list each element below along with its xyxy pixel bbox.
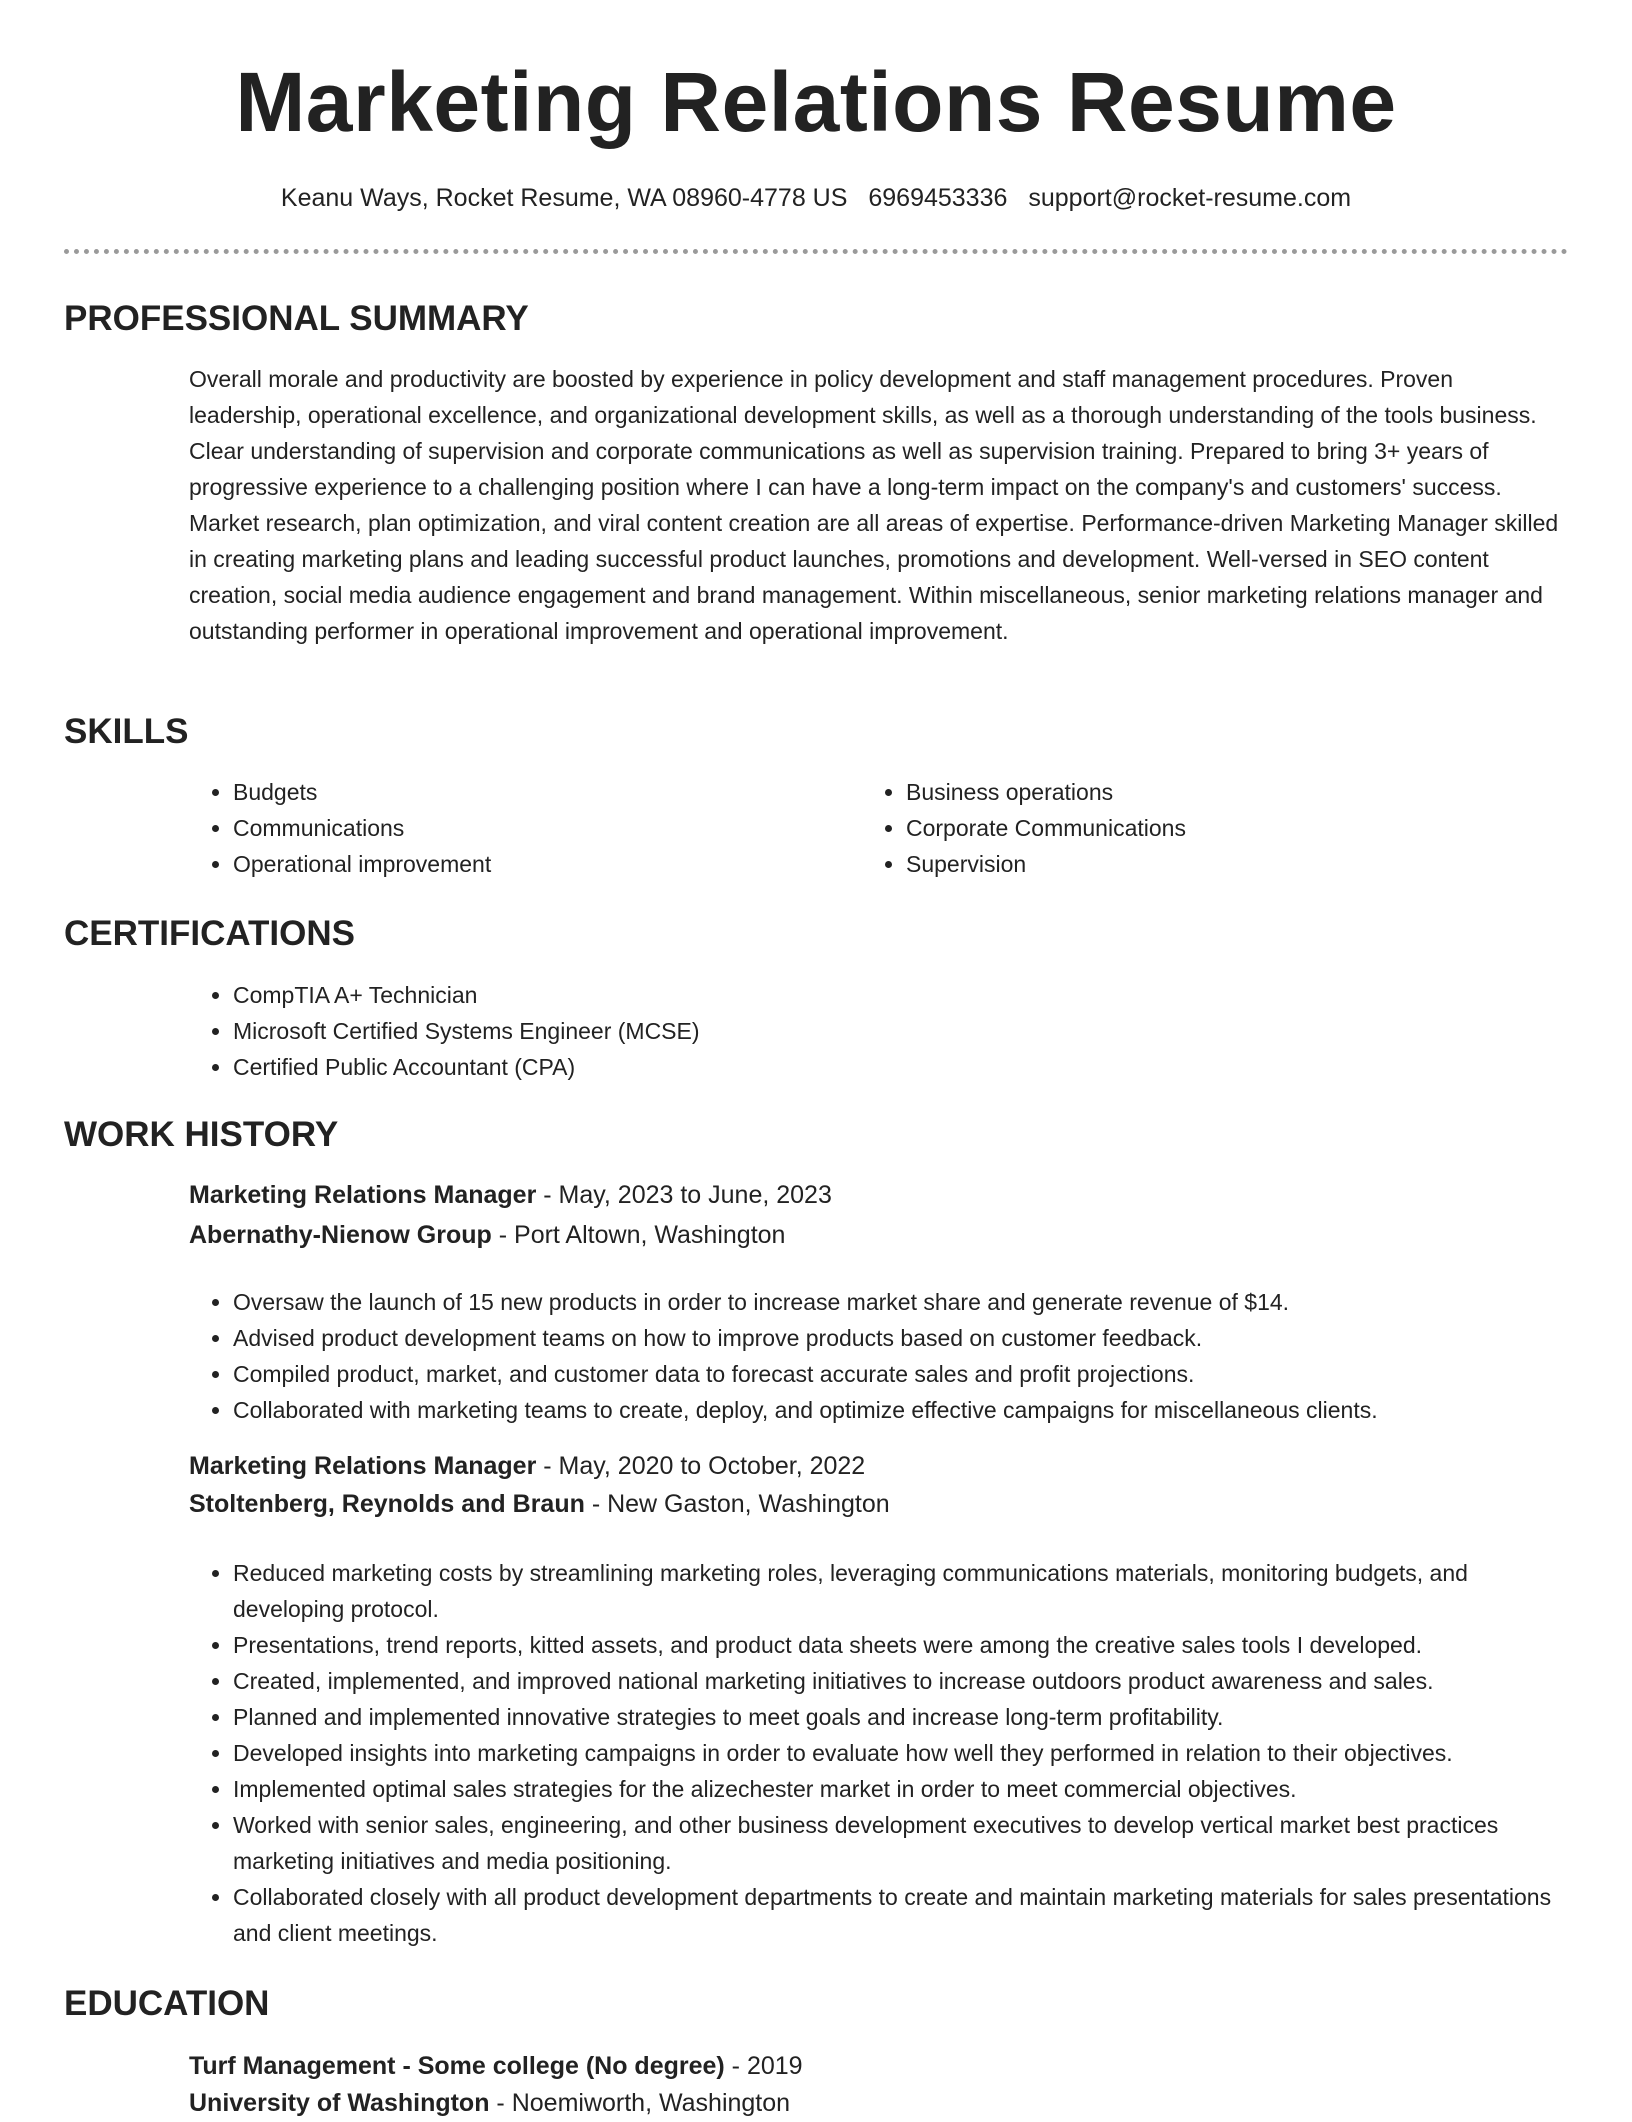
job-location: - Port Altown, Washington xyxy=(491,1221,786,1249)
certifications-list xyxy=(189,977,700,1085)
contact-address: Keanu Ways, Rocket Resume, WA 08960-4778 US xyxy=(280,184,848,212)
education-degree-line xyxy=(189,2047,803,2085)
skill-item: • Supervision xyxy=(906,846,1186,882)
job-bullet: • Worked with senior sales, engineering, and other business development executives to develop vertical market best practices marketing initiatives and media positioning. xyxy=(233,1807,1563,1879)
job-title: Marketing Relations Manager xyxy=(189,1181,537,1209)
summary-heading: PROFESSIONAL SUMMARY xyxy=(64,299,529,338)
education-year: - 2019 xyxy=(724,2052,803,2080)
education-location: - Noemiworth, Washington xyxy=(489,2089,791,2117)
contact-phone: 6969453336 xyxy=(868,184,1008,212)
resume-title: Marketing Relations Resume xyxy=(235,55,1397,149)
certifications-heading: CERTIFICATIONS xyxy=(64,914,356,953)
skills-list-right xyxy=(862,774,1186,882)
education-heading: EDUCATION xyxy=(64,1984,270,2023)
job-company: Stoltenberg, Reynolds and Braun xyxy=(189,1490,585,1518)
contact-line xyxy=(0,180,1632,216)
skills-heading: SKILLS xyxy=(64,712,189,751)
skill-item: • Communications xyxy=(233,810,491,846)
skill-item: • Business operations xyxy=(906,774,1186,810)
job-title-line xyxy=(189,1447,865,1485)
job-company: Abernathy-Nienow Group xyxy=(189,1221,492,1249)
certification-item: • Microsoft Certified Systems Engineer (MCSE) xyxy=(233,1013,700,1049)
job-bullet: • Advised product development teams on how to improve products based on customer feedback. xyxy=(233,1320,1378,1356)
job-bullet: • Compiled product, market, and customer data to forecast accurate sales and profit projections. xyxy=(233,1356,1378,1392)
job-bullet: • Collaborated closely with all product development departments to create and maintain marketing materials for sales presentations and client meetings. xyxy=(233,1879,1563,1951)
job-title-line xyxy=(189,1176,832,1214)
job-bullet: • Presentations, trend reports, kitted assets, and product data sheets were among the creative sales tools I developed. xyxy=(233,1627,1563,1663)
certification-item: • Certified Public Accountant (CPA) xyxy=(233,1049,700,1085)
job-bullet: • Collaborated with marketing teams to create, deploy, and optimize effective campaigns for miscellaneous clients. xyxy=(233,1392,1378,1428)
job-bullet: • Planned and implemented innovative strategies to meet goals and increase long-term profitability. xyxy=(233,1699,1563,1735)
education-school: University of Washington xyxy=(189,2089,490,2117)
job-bullets xyxy=(189,1555,1563,1951)
job-dates: - May, 2023 to June, 2023 xyxy=(536,1181,832,1209)
certification-item: • CompTIA A+ Technician xyxy=(233,977,700,1013)
skills-list-left xyxy=(189,774,491,882)
job-company-line xyxy=(189,1216,785,1254)
job-bullet: • Oversaw the launch of 15 new products in order to increase market share and generate revenue of $14. xyxy=(233,1284,1378,1320)
education-school-line xyxy=(189,2084,790,2122)
job-location: - New Gaston, Washington xyxy=(584,1490,890,1518)
job-bullets xyxy=(189,1284,1378,1428)
summary-text: Overall morale and productivity are boosted by experience in policy development and staff management procedures. Proven leadership, operational excellence, and organizational development skills, as well as a thorough understanding of the tools business. Clear understanding of supervision and corporate communications as well as supervision training. Prepared to bring 3+ years of progressive experience to a challenging position where I can have a long-term impact on the company's and customers' success. Market research, plan optimization, and viral content creation are all areas of expertise. Performance-driven Marketing Manager skilled in creating marketing plans and leading successful product launches, promotions and development. Well-versed in SEO content creation, social media audience engagement and brand management. Within miscellaneous, senior marketing relations manager and outstanding performer in operational improvement and operational improvement. xyxy=(189,366,1559,644)
education-degree: Turf Management - Some college (No degree) xyxy=(189,2052,725,2080)
job-bullet: • Developed insights into marketing campaigns in order to evaluate how well they performed in relation to their objectives. xyxy=(233,1735,1563,1771)
skill-item: • Operational improvement xyxy=(233,846,491,882)
job-bullet: • Reduced marketing costs by streamlining marketing roles, leveraging communications materials, monitoring budgets, and developing protocol. xyxy=(233,1555,1563,1627)
header-divider xyxy=(64,249,1568,254)
contact-email: support@rocket-resume.com xyxy=(1028,184,1352,212)
job-bullet: • Implemented optimal sales strategies for the alizechester market in order to meet commercial objectives. xyxy=(233,1771,1563,1807)
skill-item: • Corporate Communications xyxy=(906,810,1186,846)
skill-item: • Budgets xyxy=(233,774,491,810)
job-company-line xyxy=(189,1485,890,1523)
work-history-heading: WORK HISTORY xyxy=(64,1115,339,1154)
job-dates: - May, 2020 to October, 2022 xyxy=(536,1452,866,1480)
job-bullet: • Created, implemented, and improved national marketing initiatives to increase outdoors product awareness and sales. xyxy=(233,1663,1563,1699)
job-title: Marketing Relations Manager xyxy=(189,1452,537,1480)
